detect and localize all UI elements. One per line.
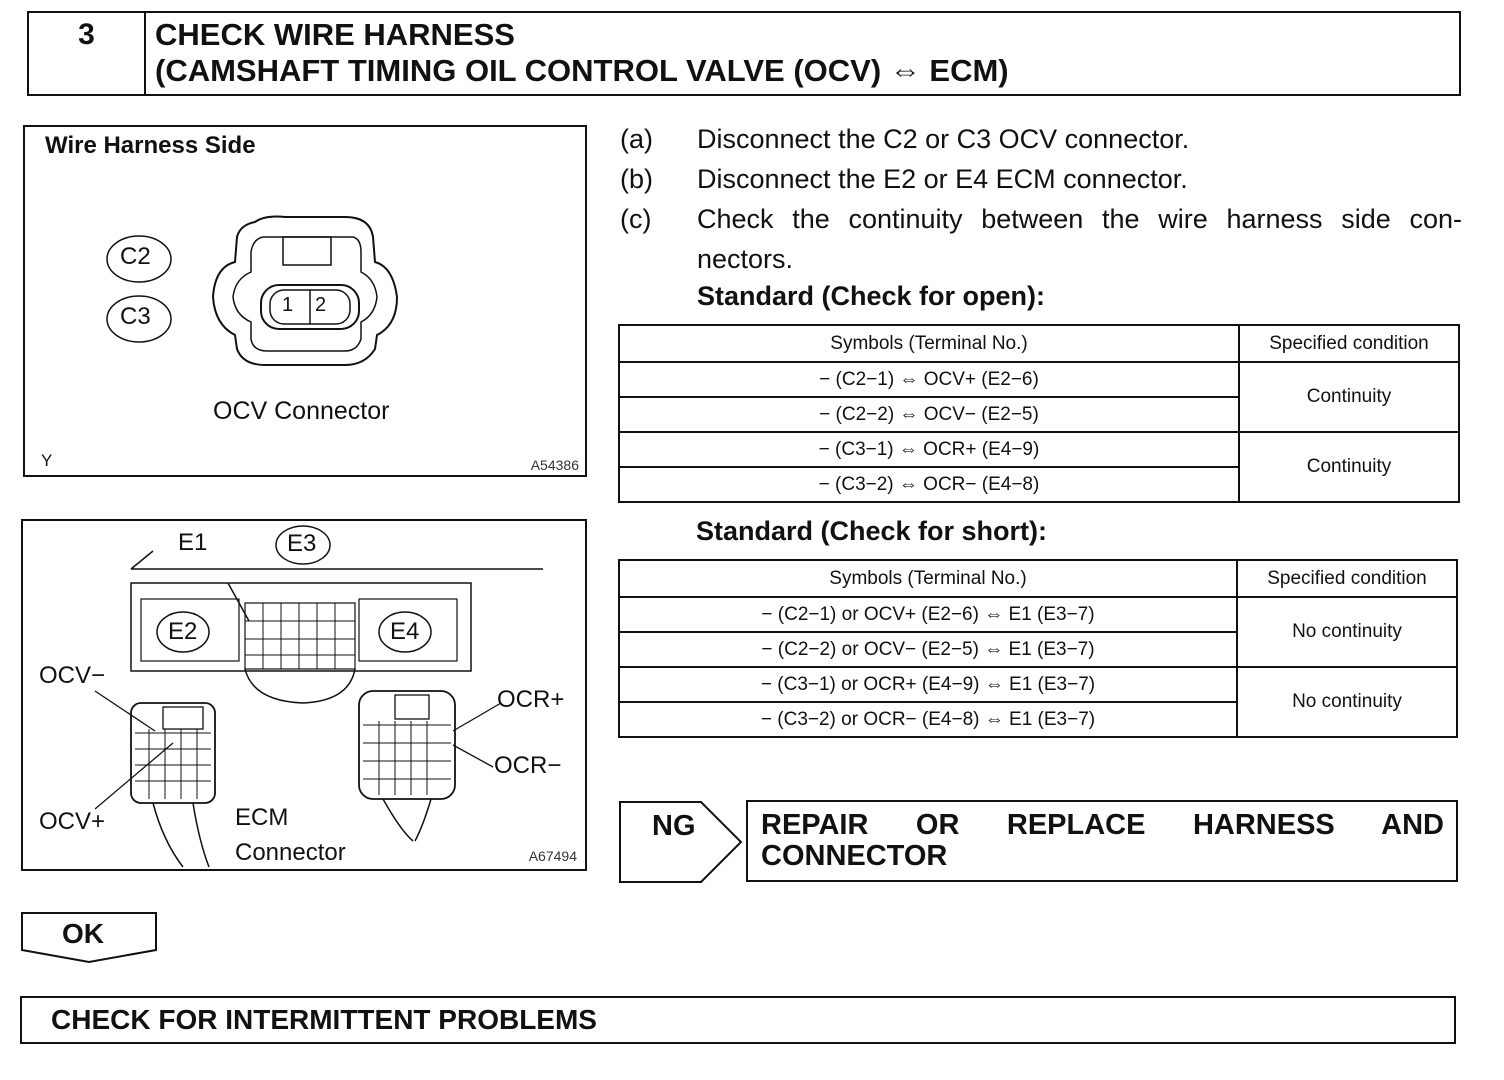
step-text: Disconnect the C2 or C3 OCV connector.	[697, 124, 1190, 154]
label-ocr-minus: OCR−	[494, 752, 562, 779]
ocr-minus-leader	[453, 745, 493, 767]
symbol-cell: − (C2−2) or OCV− (E2−5) ⇔ E1 (E3−7)	[619, 632, 1237, 667]
connector-id-c3: C3	[120, 303, 151, 330]
ecm-connector-figure	[21, 519, 587, 871]
connector-inner-outline	[233, 237, 377, 351]
col-condition-header: Specified condition	[1237, 560, 1457, 597]
label-e2: E2	[168, 618, 198, 645]
step-text: Check the continuity between the wire harness side con-nectors.	[697, 204, 1462, 274]
ng-action-text: REPAIR OR REPLACE HARNESS AND CONNECTOR	[761, 809, 1444, 872]
table-row	[619, 667, 1457, 702]
ng-action-box	[746, 800, 1458, 882]
condition-cell: No continuity	[1237, 667, 1457, 737]
label-ocv-plus: OCV+	[39, 808, 106, 835]
connector-housing	[213, 217, 397, 365]
symbol-cell: − (C3−2) ⇔ OCR− (E4−8)	[619, 467, 1239, 502]
figure-title: Wire Harness Side	[45, 132, 256, 159]
col-symbols-header: Symbols (Terminal No.)	[619, 560, 1237, 597]
standard-short-heading: Standard (Check for short):	[696, 516, 1048, 546]
table-header-row	[619, 325, 1459, 362]
step-header	[27, 11, 1461, 96]
table-row	[619, 362, 1459, 397]
symbol-cell: − (C2−1) ⇔ OCV+ (E2−6)	[619, 362, 1239, 397]
ocv-harness-wires	[153, 803, 209, 867]
ok-label: OK	[62, 918, 104, 949]
step-title	[155, 17, 1009, 89]
condition-cell: Continuity	[1239, 362, 1459, 432]
table-row	[619, 432, 1459, 467]
symbol-cell: − (C2−2) ⇔ OCV− (E2−5)	[619, 397, 1239, 432]
connector-latch	[283, 237, 331, 265]
figure-corner-mark: Y	[41, 451, 53, 470]
step-b	[620, 159, 1470, 199]
ocr-plus-leader	[453, 703, 501, 731]
col-condition-header: Specified condition	[1239, 325, 1459, 362]
table-header-row	[619, 560, 1457, 597]
step-letter: (c)	[620, 204, 652, 234]
ocv-connector-lock	[163, 707, 203, 729]
step-number: 3	[29, 13, 146, 94]
step-c	[620, 199, 1470, 279]
step-letter: (a)	[620, 124, 653, 154]
pin-label-2: 2	[315, 294, 327, 316]
ocr-harness-connector	[359, 691, 455, 799]
ocv-connector-figure	[23, 125, 587, 477]
ocr-connector-lock	[395, 695, 429, 719]
figure-caption: OCV Connector	[213, 397, 390, 425]
symbol-cell: − (C3−1) or OCR+ (E4−9) ⇔ E1 (E3−7)	[619, 667, 1237, 702]
ocv-minus-leader	[95, 691, 155, 731]
condition-cell: Continuity	[1239, 432, 1459, 502]
step-letter: (b)	[620, 164, 653, 194]
label-e1: E1	[178, 529, 208, 556]
label-ocv-minus: OCV−	[39, 662, 106, 689]
figure-code: A67494	[528, 848, 577, 864]
col-symbols-header: Symbols (Terminal No.)	[619, 325, 1239, 362]
step-title-line1: CHECK WIRE HARNESS	[155, 17, 515, 52]
step-title-line2: (CAMSHAFT TIMING OIL CONTROL VALVE (OCV) ⇔ ECM)	[155, 53, 1009, 88]
ok-action-box	[20, 996, 1456, 1044]
standard-open-table	[618, 324, 1460, 503]
ng-label: NG	[652, 810, 696, 842]
symbol-cell: − (C3−2) or OCR− (E4−8) ⇔ E1 (E3−7)	[619, 702, 1237, 737]
label-ocr-plus: OCR+	[497, 686, 565, 713]
standard-open-heading: Standard (Check for open):	[697, 281, 1046, 311]
ok-action-text: CHECK FOR INTERMITTENT PROBLEMS	[51, 1004, 597, 1035]
ocr-harness-wires	[383, 799, 431, 841]
label-connector: Connector	[235, 839, 346, 866]
label-e4: E4	[390, 618, 420, 645]
ng-result-tab	[619, 801, 743, 883]
table-row	[619, 597, 1457, 632]
ok-result-tab	[21, 912, 158, 964]
condition-cell: No continuity	[1237, 597, 1457, 667]
label-ecm: ECM	[235, 804, 289, 831]
label-e3: E3	[287, 530, 317, 557]
step-text: Disconnect the E2 or E4 ECM connector.	[697, 164, 1188, 194]
harness-loom-upper	[245, 669, 355, 703]
ecm-socket-e1-e3	[245, 603, 355, 669]
connector-id-c2: C2	[120, 243, 151, 270]
symbol-cell: − (C2−1) or OCV+ (E2−6) ⇔ E1 (E3−7)	[619, 597, 1237, 632]
figure-code: A54386	[530, 457, 579, 473]
standard-short-table	[618, 559, 1458, 738]
step-a	[620, 119, 1470, 159]
pin-label-1: 1	[282, 294, 294, 316]
symbol-cell: − (C3−1) ⇔ OCR+ (E4−9)	[619, 432, 1239, 467]
